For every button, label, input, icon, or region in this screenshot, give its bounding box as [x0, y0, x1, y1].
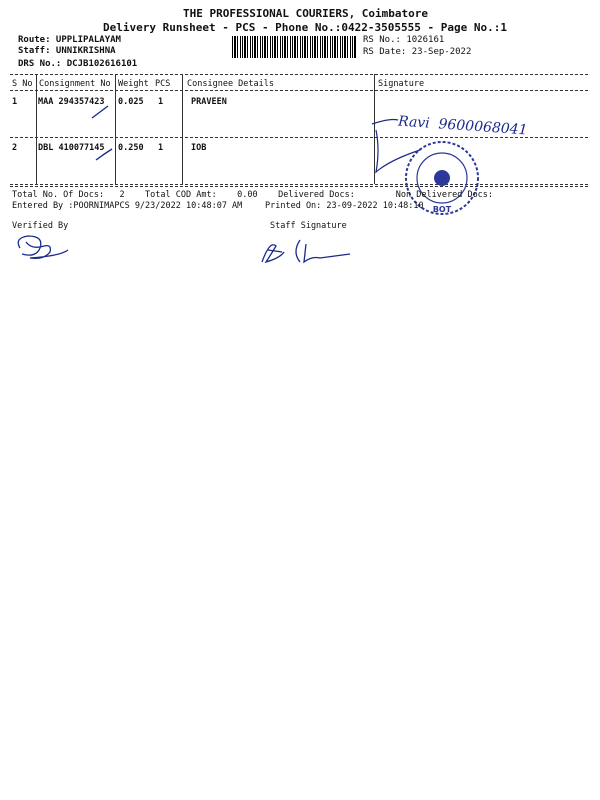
row2-sno: 2	[12, 143, 18, 153]
rs-date: RS Date: 23-Sep-2022	[363, 47, 472, 57]
stamp-text: BOT	[432, 205, 452, 214]
header-signature: Signature	[378, 79, 425, 89]
row2-consignment: DBL 410077145	[38, 143, 105, 153]
tick-mark	[96, 149, 112, 160]
row1-pcs: 1	[158, 97, 164, 107]
row2-consignee: IOB	[191, 143, 207, 153]
tick-mark	[92, 106, 108, 118]
runsheet-subtitle: Delivery Runsheet - PCS - Phone No.:0422-3505555 - Page No.:1	[103, 21, 507, 34]
route-label: Route: UPPLIPALAYAM	[18, 35, 121, 45]
verified-signature	[18, 236, 68, 258]
row2-weight: 0.250	[118, 143, 144, 153]
drs-number: DRS No.: DCJB102616101	[18, 59, 138, 69]
staff-label: Staff: UNNIKRISHNA	[18, 46, 116, 56]
entered-by: Entered By :POORNIMAPCS 9/23/2022 10:48:07 AM	[12, 201, 243, 211]
header-consignment: Consignment No	[39, 79, 111, 89]
row2-pcs: 1	[158, 143, 164, 153]
rs-number: RS No.: 1026161	[363, 35, 445, 45]
header-pcs: PCS	[155, 79, 171, 89]
company-title: THE PROFESSIONAL COURIERS, Coimbatore	[183, 7, 429, 20]
row1-weight: 0.025	[118, 97, 144, 107]
row1-sno: 1	[12, 97, 18, 107]
verified-by-label: Verified By	[12, 221, 69, 231]
row1-consignment: MAA 294357423	[38, 97, 105, 107]
staff-signature-label: Staff Signature	[270, 221, 347, 231]
header-consignee: Consignee Details	[187, 79, 274, 89]
staff-signature-mark	[262, 240, 350, 262]
row1-consignee: PRAVEEN	[191, 97, 227, 107]
total-docs-line: Total No. Of Docs: 2 Total COD Amt: 0.00 Delivered Docs: Non Delivered Docs:	[12, 190, 494, 200]
row1-handwritten-signature: Ravi 9600068041	[397, 113, 528, 139]
printed-on: Printed On: 23-09-2022 10:48:10	[265, 201, 424, 211]
header-sno: S No	[12, 79, 33, 89]
header-weight: Weight	[118, 79, 149, 89]
